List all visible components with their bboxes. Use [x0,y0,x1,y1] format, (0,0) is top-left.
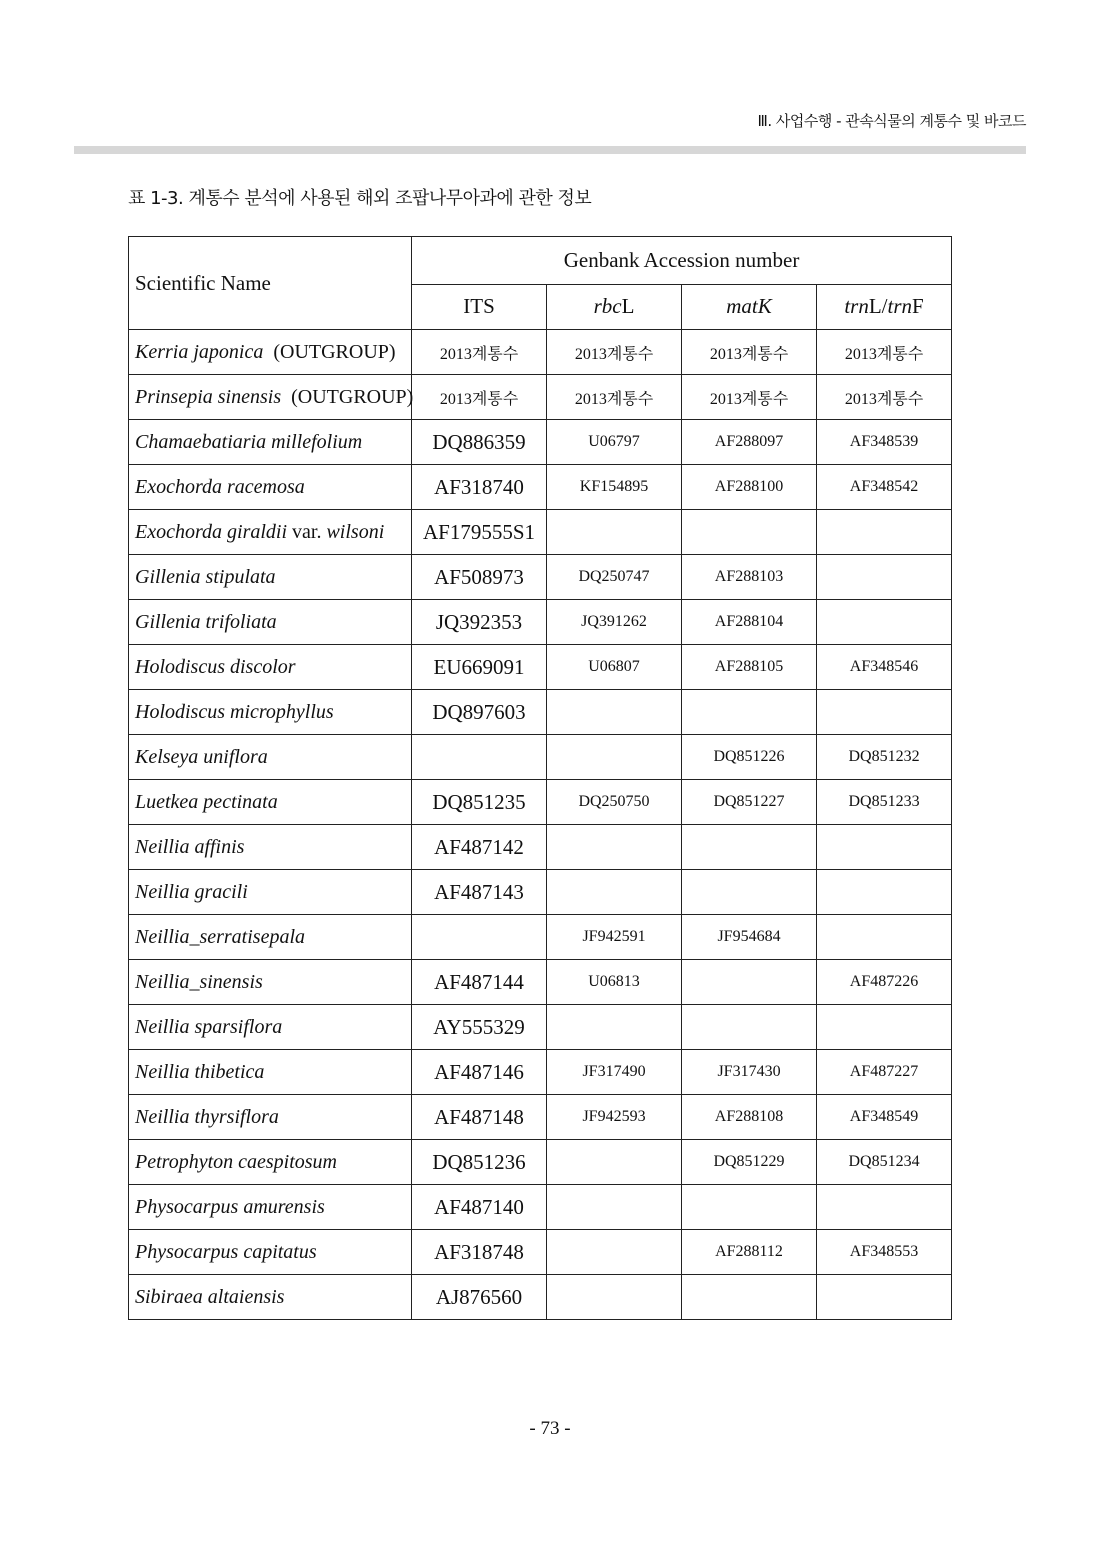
species-name: Sibiraea altaiensis [135,1285,285,1308]
trn-accession-cell: 2013계통수 [817,375,952,420]
table-row [129,1005,952,1050]
its-accession-cell: AF487142 [412,825,547,870]
trn-accession-cell: AF487226 [817,960,952,1005]
rbcl-accession-cell [547,690,682,735]
its-accession-cell: DQ851235 [412,780,547,825]
its-accession-cell: DQ886359 [412,420,547,465]
species-name: Chamaebatiaria millefolium [135,430,363,453]
rbcl-accession-cell [547,510,682,555]
matk-accession-cell [682,1275,817,1320]
rbcl-accession-cell [547,870,682,915]
species-name-cell [129,1275,412,1320]
matk-accession-cell [682,510,817,555]
species-name: Physocarpus capitatus [135,1240,317,1263]
species-name: Petrophyton caespitosum [135,1150,338,1173]
matk-accession-cell [682,1005,817,1050]
table-caption: 표 1-3. 계통수 분석에 사용된 해외 조팝나무아과에 관한 정보 [128,188,592,209]
rbcl-accession-cell [547,735,682,780]
trn-accession-cell: AF348542 [817,465,952,510]
trn-accession-cell [817,870,952,915]
species-name: Holodiscus microphyllus [135,700,334,723]
table-row [129,735,952,780]
rbcl-accession-cell: U06807 [547,645,682,690]
rbcl-accession-cell: KF154895 [547,465,682,510]
trn-accession-cell: AF348546 [817,645,952,690]
table-row [129,1050,952,1095]
its-accession-cell: EU669091 [412,645,547,690]
matk-accession-cell: AF288104 [682,600,817,645]
accession-table [128,236,952,1320]
species-name: Exochorda racemosa [135,475,305,498]
species-name-cell [129,330,412,375]
table-row [129,915,952,960]
matk-accession-cell [682,870,817,915]
header-rbcl-italic: rbc [593,294,622,319]
species-name-cell [129,1005,412,1050]
rbcl-accession-cell: U06813 [547,960,682,1005]
trn-accession-cell [817,510,952,555]
trn-accession-cell [817,1185,952,1230]
species-name: Physocarpus amurensis [135,1195,325,1218]
species-name: Neillia sparsiflora [135,1015,283,1038]
page-number: - 73 - [529,1418,571,1439]
rbcl-accession-cell: DQ250750 [547,780,682,825]
matk-accession-cell: 2013계통수 [682,375,817,420]
species-name-cell [129,870,412,915]
table-row [129,1095,952,1140]
rbcl-accession-cell: DQ250747 [547,555,682,600]
rbcl-accession-cell: 2013계통수 [547,375,682,420]
rbcl-accession-cell: JF942593 [547,1095,682,1140]
species-name-cell [129,1185,412,1230]
rbcl-accession-cell [547,1140,682,1185]
table-row [129,870,952,915]
matk-accession-cell: AF288100 [682,465,817,510]
running-header: Ⅲ. 사업수행 - 관속식물의 계통수 및 바코드 [757,112,1026,130]
outgroup-note: (OUTGROUP) [291,385,414,408]
table-row [129,825,952,870]
rbcl-accession-cell [547,1005,682,1050]
species-name-cell [129,960,412,1005]
infraspecific-name: wilsoni [326,520,385,543]
matk-accession-cell: DQ851227 [682,780,817,825]
its-accession-cell: AF508973 [412,555,547,600]
its-accession-cell: AF487144 [412,960,547,1005]
table-row [129,960,952,1005]
matk-accession-cell: AF288112 [682,1230,817,1275]
header-rbcl [547,284,682,330]
rank-abbrev: var. [292,520,322,543]
its-accession-cell [412,735,547,780]
trn-accession-cell: DQ851232 [817,735,952,780]
table-row [129,330,952,375]
its-accession-cell: DQ851236 [412,1140,547,1185]
species-name: Kerria japonica [135,340,264,363]
header-trn-a-italic: trn [844,294,869,319]
header-rbcl-roman: L [621,294,635,319]
its-accession-cell [412,915,547,960]
matk-accession-cell: AF288103 [682,555,817,600]
table-body [129,330,952,1320]
trn-accession-cell: DQ851233 [817,780,952,825]
header-matk-label: matK [726,294,772,319]
matk-accession-cell: JF954684 [682,915,817,960]
its-accession-cell: 2013계통수 [412,375,547,420]
table-row [129,510,952,555]
header-its-label: ITS [463,294,495,319]
table-row [129,465,952,510]
rbcl-accession-cell: U06797 [547,420,682,465]
species-name-cell [129,600,412,645]
table-row [129,600,952,645]
trn-accession-cell: 2013계통수 [817,330,952,375]
species-name-cell [129,690,412,735]
its-accession-cell: AF318748 [412,1230,547,1275]
its-accession-cell: DQ897603 [412,690,547,735]
table-row [129,690,952,735]
trn-accession-cell: AF487227 [817,1050,952,1095]
table-row [129,645,952,690]
header-trnl-trnf [817,284,952,330]
its-accession-cell: AF318740 [412,465,547,510]
rbcl-accession-cell: 2013계통수 [547,330,682,375]
trn-accession-cell [817,690,952,735]
matk-accession-cell: 2013계통수 [682,330,817,375]
rbcl-accession-cell: JF942591 [547,915,682,960]
header-rule [74,146,1026,154]
outgroup-note: (OUTGROUP) [273,340,396,363]
matk-accession-cell: AF288105 [682,645,817,690]
rbcl-accession-cell: JQ391262 [547,600,682,645]
header-scientific-name: Scientific Name [129,237,412,330]
table-row [129,1275,952,1320]
trn-accession-cell: DQ851234 [817,1140,952,1185]
table-row [129,420,952,465]
species-name-cell [129,555,412,600]
header-genbank-accession: Genbank Accession number [412,237,952,285]
trn-accession-cell [817,600,952,645]
its-accession-cell: AY555329 [412,1005,547,1050]
trn-accession-cell [817,915,952,960]
rbcl-accession-cell [547,1275,682,1320]
table-row [129,1185,952,1230]
table-row [129,1230,952,1275]
header-its [412,284,547,330]
species-name-cell [129,1230,412,1275]
trn-accession-cell: AF348553 [817,1230,952,1275]
rbcl-accession-cell: JF317490 [547,1050,682,1095]
table-row [129,375,952,420]
matk-accession-cell [682,690,817,735]
species-name-cell [129,420,412,465]
matk-accession-cell: DQ851229 [682,1140,817,1185]
species-name: Neillia gracili [135,880,248,903]
table-row [129,1140,952,1185]
header-trn-b-roman: F [912,294,924,319]
species-name: Gillenia trifoliata [135,610,277,633]
matk-accession-cell [682,825,817,870]
species-name: Gillenia stipulata [135,565,276,588]
trn-accession-cell [817,825,952,870]
species-name-cell [129,465,412,510]
rbcl-accession-cell [547,1230,682,1275]
matk-accession-cell: DQ851226 [682,735,817,780]
matk-accession-cell: AF288108 [682,1095,817,1140]
species-name-cell [129,375,412,420]
species-name: Exochorda giraldii [135,520,288,543]
header-trn-b-italic: trn [887,294,913,319]
its-accession-cell: AJ876560 [412,1275,547,1320]
trn-accession-cell [817,1275,952,1320]
matk-accession-cell [682,960,817,1005]
species-name: Neillia_sinensis [135,970,263,993]
its-accession-cell: JQ392353 [412,600,547,645]
species-name: Luetkea pectinata [135,790,278,813]
species-name-cell [129,510,412,555]
table-row [129,555,952,600]
species-name-cell [129,735,412,780]
its-accession-cell: AF487146 [412,1050,547,1095]
species-name-cell [129,1140,412,1185]
species-name: Kelseya uniflora [135,745,268,768]
header-trn-a-roman: L/ [868,294,888,319]
rbcl-accession-cell [547,1185,682,1230]
species-name: Holodiscus discolor [135,655,296,678]
trn-accession-cell [817,555,952,600]
species-name: Neillia thyrsiflora [135,1105,279,1128]
rbcl-accession-cell [547,825,682,870]
species-name-cell [129,915,412,960]
species-name-cell [129,1050,412,1095]
species-name: Neillia affinis [135,835,245,858]
its-accession-cell: AF487143 [412,870,547,915]
its-accession-cell: 2013계통수 [412,330,547,375]
matk-accession-cell [682,1185,817,1230]
table-row [129,780,952,825]
matk-accession-cell: AF288097 [682,420,817,465]
trn-accession-cell: AF348539 [817,420,952,465]
its-accession-cell: AF487140 [412,1185,547,1230]
its-accession-cell: AF487148 [412,1095,547,1140]
its-accession-cell: AF179555S1 [412,510,547,555]
species-name-cell [129,825,412,870]
species-name: Neillia_serratisepala [135,925,305,948]
species-name-cell [129,645,412,690]
trn-accession-cell: AF348549 [817,1095,952,1140]
species-name-cell [129,780,412,825]
trn-accession-cell [817,1005,952,1050]
species-name: Neillia thibetica [135,1060,265,1083]
species-name: Prinsepia sinensis [135,385,282,408]
matk-accession-cell: JF317430 [682,1050,817,1095]
header-matk [682,284,817,330]
species-name-cell [129,1095,412,1140]
